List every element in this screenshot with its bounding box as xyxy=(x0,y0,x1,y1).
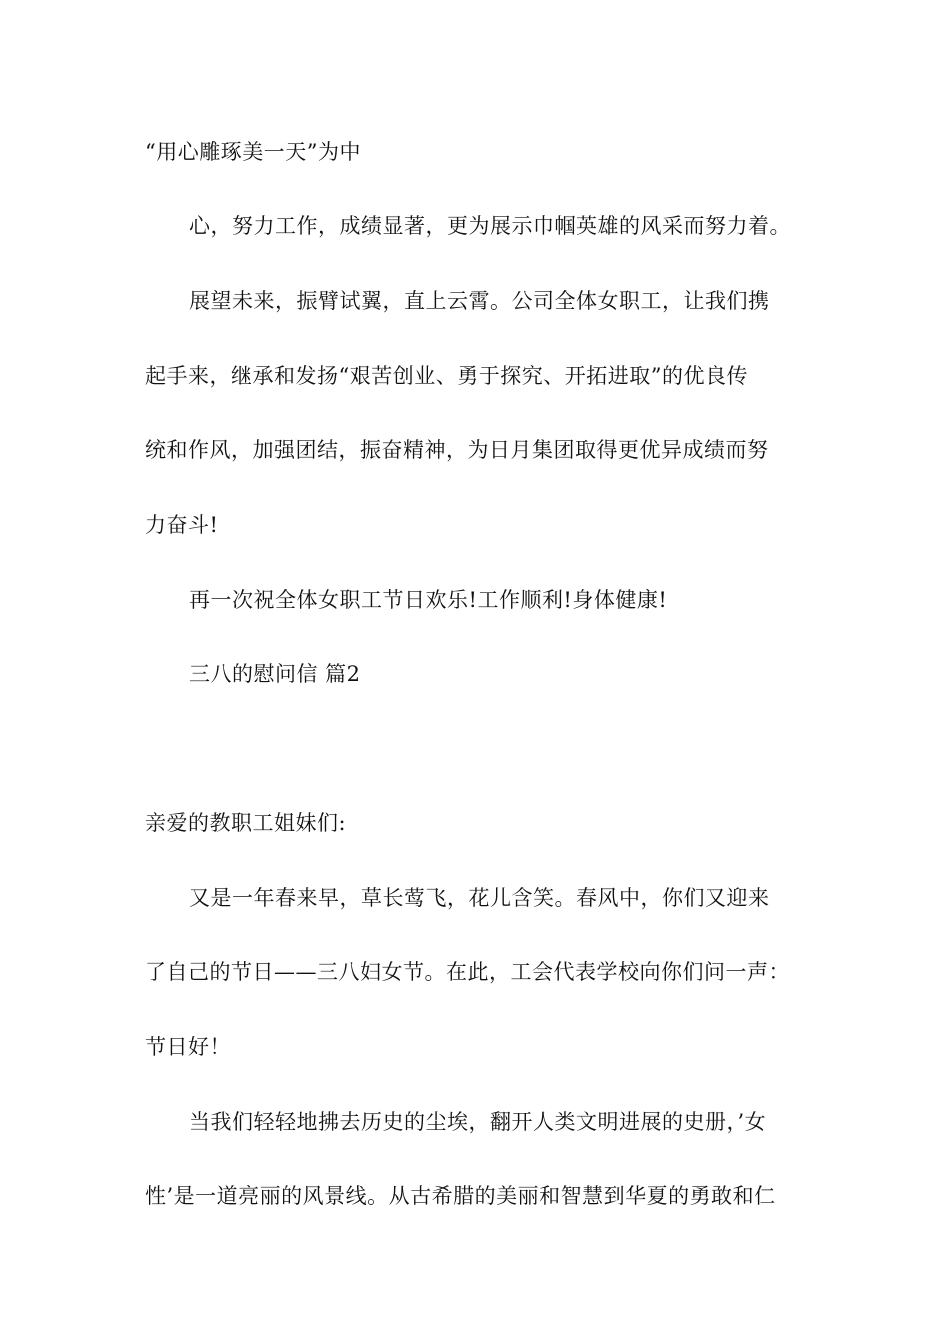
text-line: 当我们轻轻地拂去历史的尘埃，翻开人类文明进展的史册，’女 xyxy=(189,1110,767,1134)
text-line: 又是一年春来早，草长莺飞，花儿含笑。春风中，你们又迎来 xyxy=(189,886,770,910)
section-heading: 三八的慰问信 篇2 xyxy=(189,662,361,686)
text-line: 力奋斗! xyxy=(145,513,219,537)
text-line: 性’是一道亮丽的风景线。从古希腊的美丽和智慧到华夏的勇敢和仁 xyxy=(145,1184,776,1208)
text-line: 展望未来，振臂试翼，直上云霄。公司全体女职工，让我们携 xyxy=(189,289,770,313)
text-line: 起手来，继承和发扬“艰苦创业、勇于探究、开拓进取”的优良传 xyxy=(145,364,748,388)
salutation: 亲爱的教职工姐妹们: xyxy=(145,811,347,835)
text-line: 了自己的节日——三八妇女节。在此，工会代表学校向你们问一声： xyxy=(145,960,790,984)
text-line: 节日好！ xyxy=(145,1035,231,1059)
text-line: 再一次祝全体女职工节日欢乐!工作顺利!身体健康! xyxy=(189,588,668,612)
text-line: “用心雕琢美一天”为中 xyxy=(145,140,361,164)
text-line: 心，努力工作，成绩显著，更为展示巾帼英雄的风采而努力着。 xyxy=(189,214,791,238)
text-line: 统和作风，加强团结，振奋精神，为日月集团取得更优异成绩而努 xyxy=(145,438,769,462)
